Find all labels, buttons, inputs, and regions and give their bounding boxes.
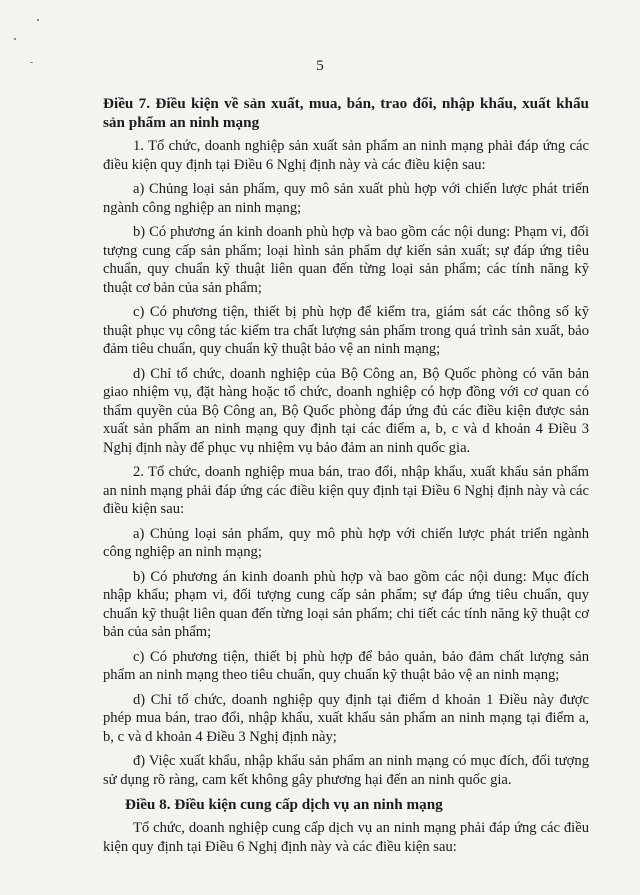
clause-2-point-c: c) Có phương tiện, thiết bị phù hợp để bảo quản, bảo đảm chất lượng sản phẩm an ninh mạng theo tiêu chuẩn, quy chuẩn kỹ thuật bảo vệ an ninh mạng; (103, 648, 589, 683)
article-8-intro: Tổ chức, doanh nghiệp cung cấp dịch vụ an ninh mạng phải đáp ứng các điều kiện quy định tại Điều 6 Nghị định này và các điều kiện sau: (103, 820, 589, 855)
clause-1-point-d: d) Chỉ tổ chức, doanh nghiệp của Bộ Công an, Bộ Quốc phòng có văn bản giao nhiệm vụ, đặt hàng hoặc tổ chức, doanh nghiệp có hợp đồng với cơ quan có thẩm quyền của Bộ Công an, Bộ Quốc phòng đáp ứng đủ các điều kiện được sản xuất sản phẩm an ninh mạng quy định tại các điểm a, b, c và d khoản 4 Điều 3 Nghị định này để phục vụ nhiệm vụ bảo đảm an ninh quốc gia. (103, 365, 589, 456)
article-8-heading: Điều 8. Điều kiện cung cấp dịch vụ an ninh mạng (125, 796, 443, 813)
clause-1-point-b: b) Có phương án kinh doanh phù hợp và bao gồm các nội dung: Phạm vi, đối tượng cung cấp sản phẩm; loại hình sản phẩm dự kiến sản xuất; sự đáp ứng tiêu chuẩn, quy chuẩn kỹ thuật liên quan đến từng loại sản phẩm; các tính năng kỹ thuật cơ bản của sản phẩm; (103, 224, 589, 296)
clause-2-intro: 2. Tổ chức, doanh nghiệp mua bán, trao đổi, nhập khẩu, xuất khẩu sản phẩm an ninh mạng phải đáp ứng các điều kiện quy định tại Điều 6 Nghị định này và các điều kiện sau: (103, 464, 589, 517)
page-number: 5 (316, 58, 324, 74)
document-body (103, 94, 589, 862)
scan-speck (14, 38, 16, 40)
clause-1-intro: 1. Tổ chức, doanh nghiệp sản xuất sản phẩm an ninh mạng phải đáp ứng các điều kiện quy định tại Điều 6 Nghị định này và các điều kiện sau: (103, 138, 589, 173)
clause-2-point-d: d) Chỉ tổ chức, doanh nghiệp quy định tại điểm d khoản 1 Điều này được phép mua bán, trao đổi, nhập khẩu, xuất khẩu sản phẩm an ninh mạng tại điểm a, b, c và d khoản 4 Điều 3 Nghị định này; (103, 691, 589, 745)
clause-1-point-a: a) Chủng loại sản phẩm, quy mô sản xuất phù hợp với chiến lược phát triển ngành công nghiệp an ninh mạng; (103, 181, 589, 216)
clause-2-point-dd: đ) Việc xuất khẩu, nhập khẩu sản phẩm an ninh mạng có mục đích, đối tượng sử dụng rõ ràng, cam kết không gây phương hại đến an ninh quốc gia. (103, 753, 589, 788)
article-7-heading: Điều 7. Điều kiện về sản xuất, mua, bán, trao đổi, nhập khẩu, xuất khẩu sản phẩm an ninh mạng (103, 95, 589, 131)
clause-2-point-b: b) Có phương án kinh doanh phù hợp và bao gồm các nội dung: Mục đích nhập khẩu; phạm vi, đối tượng cung cấp sản phẩm; sự đáp ứng tiêu chuẩn, quy chuẩn kỹ thuật liên quan đến từng loại sản phẩm; chi tiết các tính năng kỹ thuật cơ bản của sản phẩm; (103, 568, 589, 640)
scan-speck (37, 19, 39, 21)
clause-2-point-a: a) Chủng loại sản phẩm, quy mô phù hợp với chiến lược phát triển ngành công nghiệp an ninh mạng; (103, 525, 589, 560)
clause-1-point-c: c) Có phương tiện, thiết bị phù hợp để kiểm tra, giám sát các thông số kỹ thuật phục vụ công tác kiểm tra chất lượng sản phẩm trong quá trình sản xuất, bảo đảm tiêu chuẩn, quy chuẩn kỹ thuật bảo vệ an ninh mạng; (103, 304, 589, 357)
